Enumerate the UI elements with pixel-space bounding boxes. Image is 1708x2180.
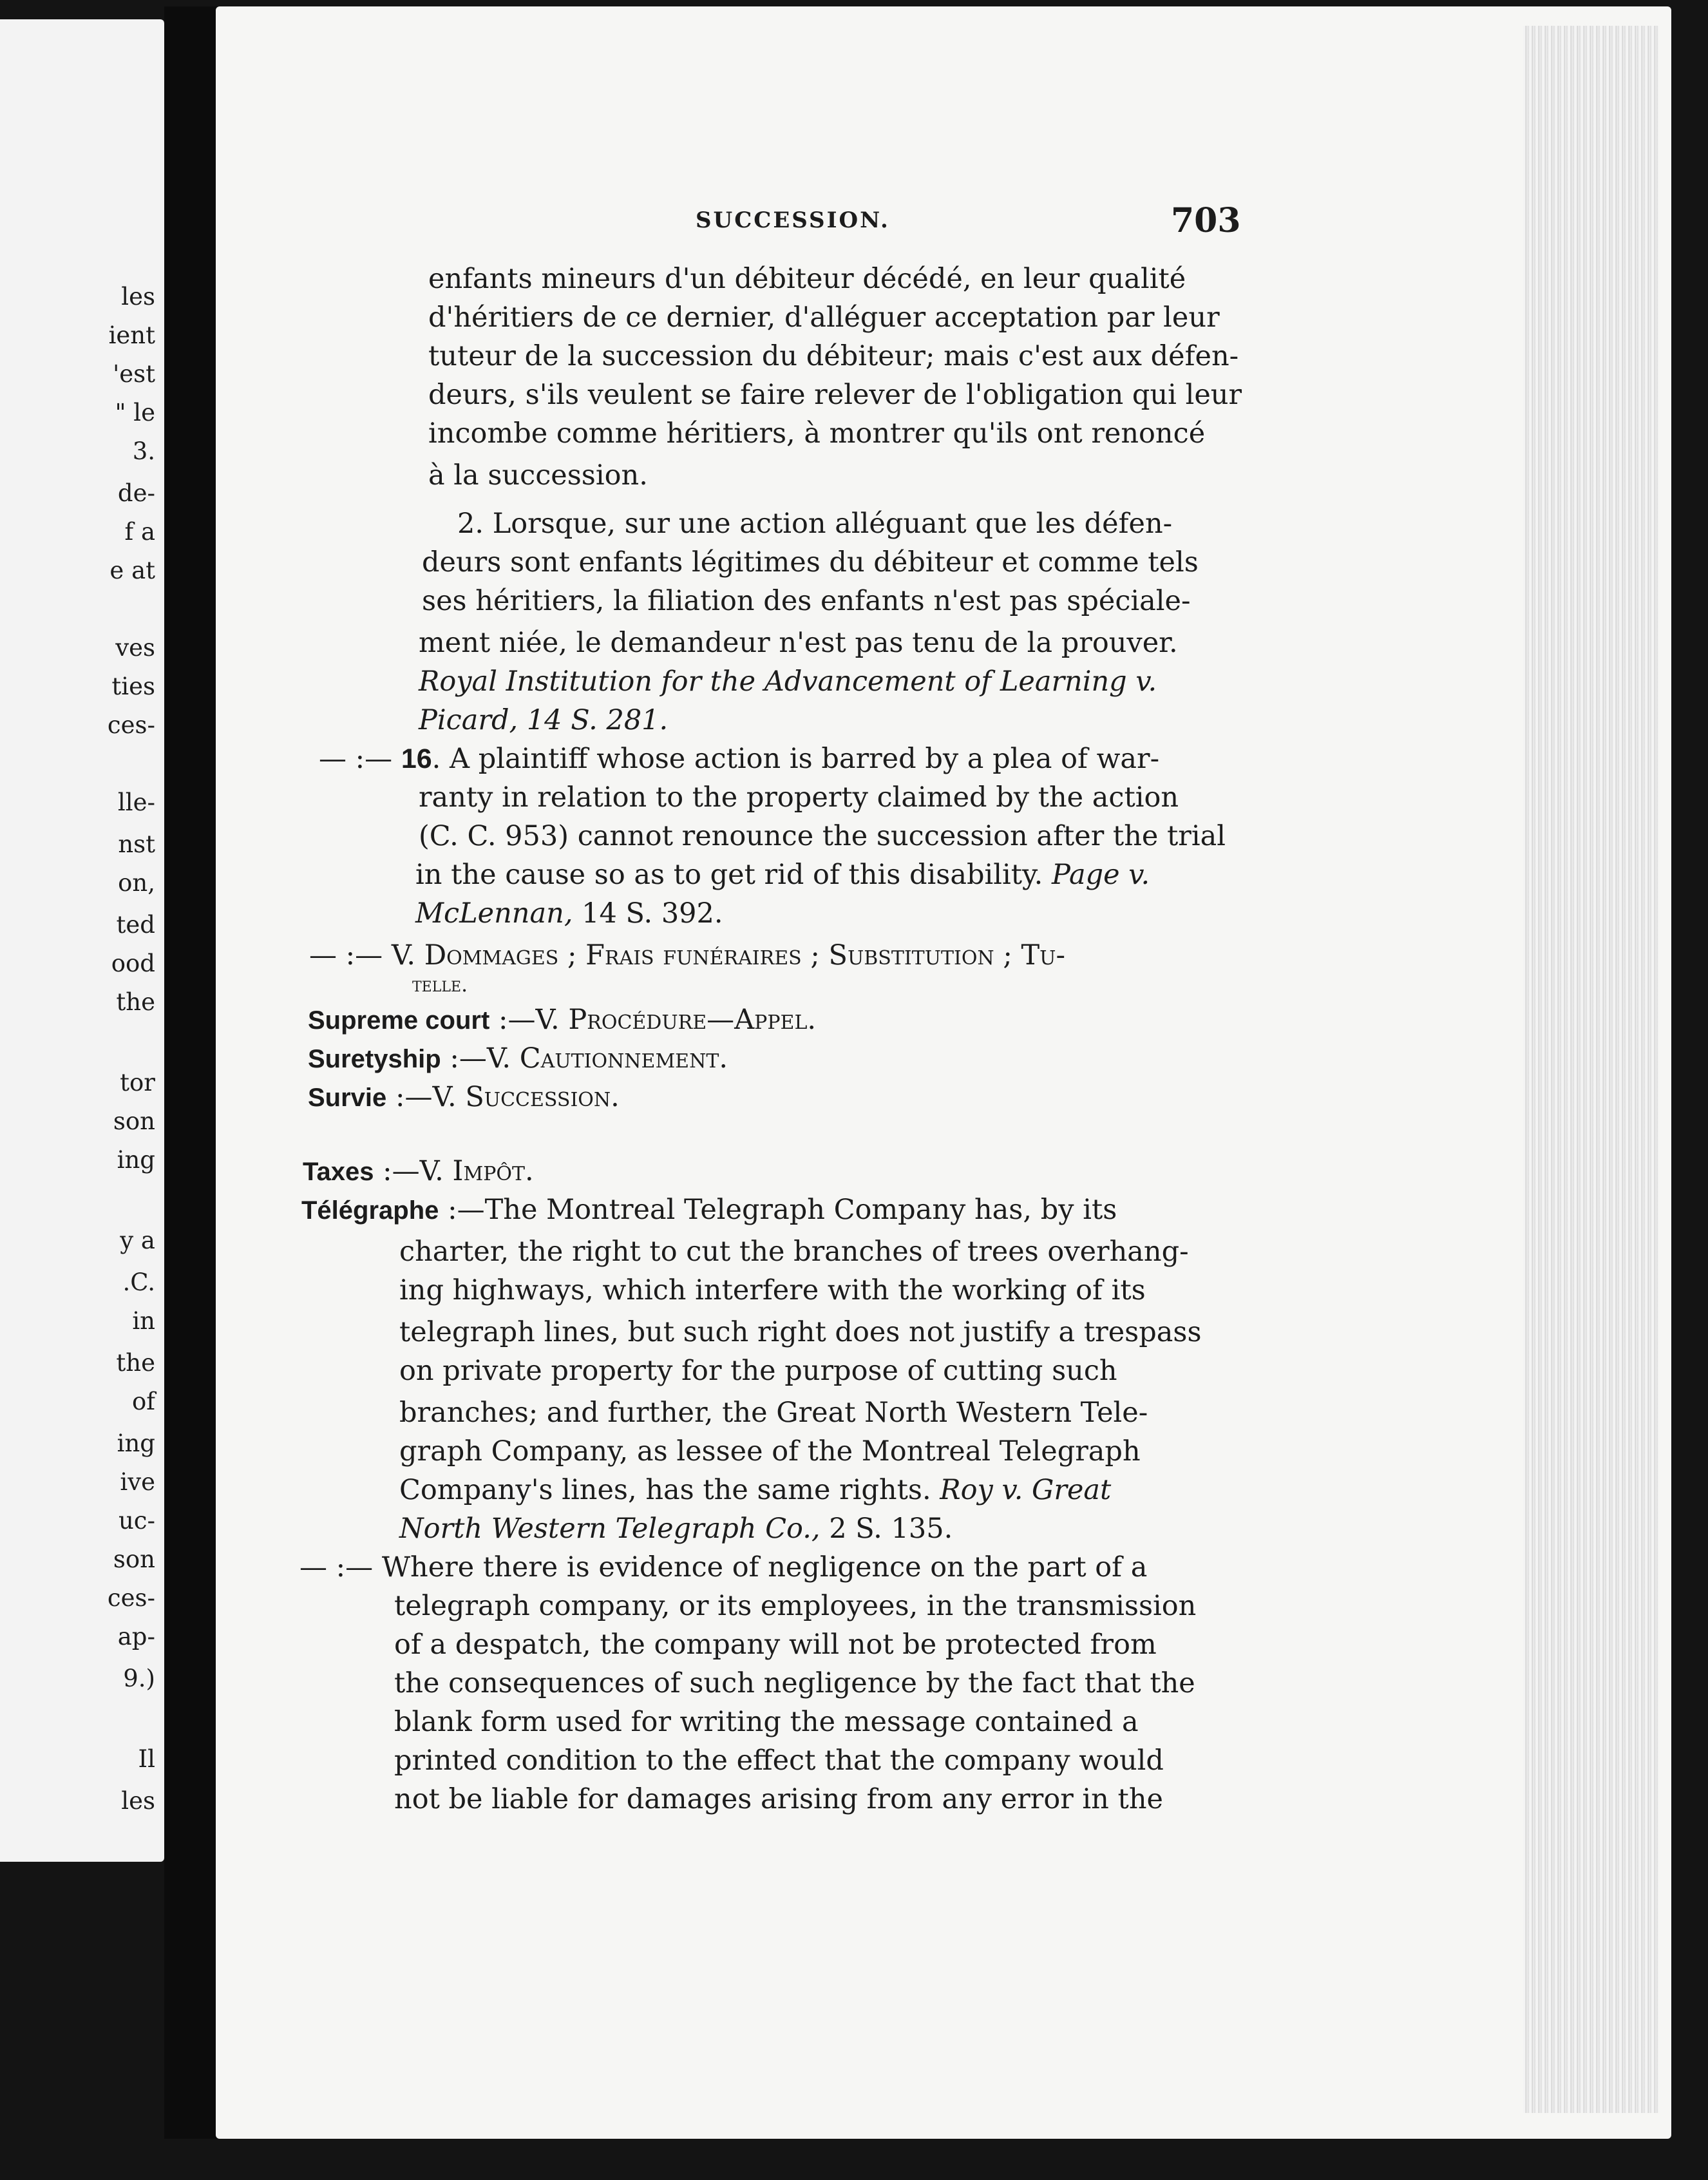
margin-fragment: the <box>116 988 155 1016</box>
citation-span: North Western Telegraph Co., <box>399 1513 821 1545</box>
entry-line: — :— Where there is evidence of negligence on the part of a <box>299 1551 1148 1583</box>
text-line: enfants mineurs d'un débiteur décédé, en leur qualité <box>428 263 1186 295</box>
entry-heading: Suretyship <box>308 1045 441 1073</box>
text-line: ment niée, le demandeur n'est pas tenu de la prouver. <box>419 627 1178 659</box>
running-header: SUCCESSION. <box>696 207 890 233</box>
text-line: ses héritiers, la filiation des enfants n'est pas spéciale- <box>422 585 1191 617</box>
entry-heading: Supreme court <box>308 1006 490 1035</box>
margin-fragment: ood <box>111 950 155 977</box>
text-line: charter, the right to cut the branches of trees overhang- <box>399 1236 1189 1268</box>
page-number: 703 <box>1171 201 1241 240</box>
dash-prefix: — :— <box>319 743 393 775</box>
text-line: ing highways, which interfere with the working of its <box>399 1274 1146 1306</box>
text-line: à la succession. <box>428 459 648 492</box>
index-entry <box>301 1196 1117 1224</box>
margin-fragment: ves <box>115 634 155 662</box>
margin-fragment: son <box>113 1107 155 1135</box>
margin-fragment: uc- <box>118 1507 155 1535</box>
left-page <box>0 19 164 1862</box>
text-line: 2. Lorsque, sur une action alléguant que les défen- <box>457 508 1173 540</box>
text-line: telegraph company, or its employees, in the transmission <box>394 1590 1197 1622</box>
margin-fragment: 9.) <box>123 1665 155 1692</box>
entry-text: :—V. Impôt. <box>383 1155 534 1187</box>
margin-fragment: ces- <box>107 1584 155 1612</box>
text-line: on private property for the purpose of cutting such <box>399 1355 1117 1387</box>
index-entry <box>308 1042 728 1075</box>
text-line: tuteur de la succession du débiteur; mais c'est aux défen- <box>428 340 1239 372</box>
text-line <box>415 861 1150 889</box>
cross-reference: — :— V. Dommages ; Frais funéraires ; Substitution ; Tu- <box>309 939 1065 971</box>
text-line: deurs sont enfants légitimes du débiteur et comme tels <box>422 546 1199 578</box>
text-line: deurs, s'ils veulent se faire relever de l'obligation qui leur <box>428 379 1242 411</box>
page-edges <box>1523 26 1658 2113</box>
margin-fragment: tor <box>120 1069 155 1096</box>
citation-ref: 14 S. 392. <box>582 897 723 930</box>
entry-line <box>319 745 1159 773</box>
margin-fragment: lle- <box>117 789 155 816</box>
text-line <box>399 1515 953 1543</box>
margin-fragment: ing <box>117 1146 155 1174</box>
margin-fragment: 3. <box>132 437 155 465</box>
entry-text: :—V. Cautionnement. <box>450 1042 728 1075</box>
margin-fragment: in <box>132 1307 155 1335</box>
margin-fragment: son <box>113 1545 155 1573</box>
entry-heading: Survie <box>308 1084 387 1112</box>
margin-fragment: e at <box>109 557 155 584</box>
book-gutter <box>164 6 219 2139</box>
entry-text: :—The Montreal Telegraph Company has, by its <box>448 1194 1117 1226</box>
margin-fragment: ive <box>120 1468 155 1496</box>
text-line: incombe comme héritiers, à montrer qu'ils ont renoncé <box>428 417 1206 450</box>
text-line <box>399 1474 1112 1506</box>
margin-fragment: " le <box>115 399 155 426</box>
entry-text: . A plaintiff whose action is barred by a plea of war- <box>432 743 1160 775</box>
index-entry <box>303 1155 534 1187</box>
margin-fragment: of <box>132 1388 155 1415</box>
citation-ref: 2 S. 135. <box>829 1513 953 1545</box>
index-entry <box>308 1081 620 1113</box>
text-line: ranty in relation to the property claimed by the action <box>419 781 1179 814</box>
margin-fragment: nst <box>118 830 155 858</box>
entry-number: 16 <box>401 743 432 774</box>
citation-span: Page v. <box>1051 859 1150 891</box>
entry-heading: Taxes <box>303 1158 374 1186</box>
text-span: in the cause so as to get rid of this disability. <box>415 859 1043 891</box>
cross-reference: telle. <box>412 972 468 997</box>
text-line: branches; and further, the Great North Western Tele- <box>399 1397 1148 1429</box>
margin-fragment: f a <box>124 518 155 546</box>
text-line: not be liable for damages arising from any error in the <box>394 1783 1163 1815</box>
margin-fragment: ces- <box>107 711 155 739</box>
text-span: Company's lines, has the same rights. <box>399 1474 931 1506</box>
margin-fragment: y a <box>120 1227 155 1254</box>
text-line: blank form used for writing the message contained a <box>394 1706 1139 1738</box>
margin-fragment: ties <box>111 673 155 700</box>
margin-fragment: 'est <box>113 360 155 388</box>
entry-text: :—V. Succession. <box>395 1081 620 1113</box>
text-line: of a despatch, the company will not be protected from <box>394 1629 1157 1661</box>
margin-fragment: les <box>121 1787 155 1815</box>
index-entry <box>308 1006 816 1034</box>
text-line <box>415 897 723 930</box>
text-line: d'héritiers de ce dernier, d'alléguer acceptation par leur <box>428 301 1220 334</box>
text-line: graph Company, as lessee of the Montreal Telegraph <box>399 1435 1141 1468</box>
citation-line: Picard, 14 S. 281. <box>419 704 669 736</box>
margin-fragment: ient <box>108 321 155 349</box>
margin-fragment: ap- <box>117 1623 155 1650</box>
margin-fragment: the <box>116 1349 155 1377</box>
text-line: (C. C. 953) cannot renounce the succession after the trial <box>419 820 1226 852</box>
entry-text: :—V. Procédure—Appel. <box>498 1004 817 1036</box>
margin-fragment: de- <box>117 479 155 507</box>
margin-fragment: ted <box>116 911 155 939</box>
margin-fragment: les <box>121 283 155 311</box>
citation-span: Roy v. Great <box>940 1474 1112 1506</box>
citation-span: McLennan, <box>415 897 573 930</box>
text-line: printed condition to the effect that the company would <box>394 1745 1164 1777</box>
text-line: the consequences of such negligence by the fact that the <box>394 1667 1195 1699</box>
margin-fragment: on, <box>118 869 155 897</box>
margin-fragment: ing <box>117 1429 155 1457</box>
citation-line: Royal Institution for the Advancement of Learning v. <box>419 665 1157 698</box>
margin-fragment: .C. <box>122 1268 155 1296</box>
text-line: telegraph lines, but such right does not justify a trespass <box>399 1316 1202 1348</box>
entry-heading: Télégraphe <box>301 1196 439 1225</box>
margin-fragment: Il <box>138 1745 155 1773</box>
